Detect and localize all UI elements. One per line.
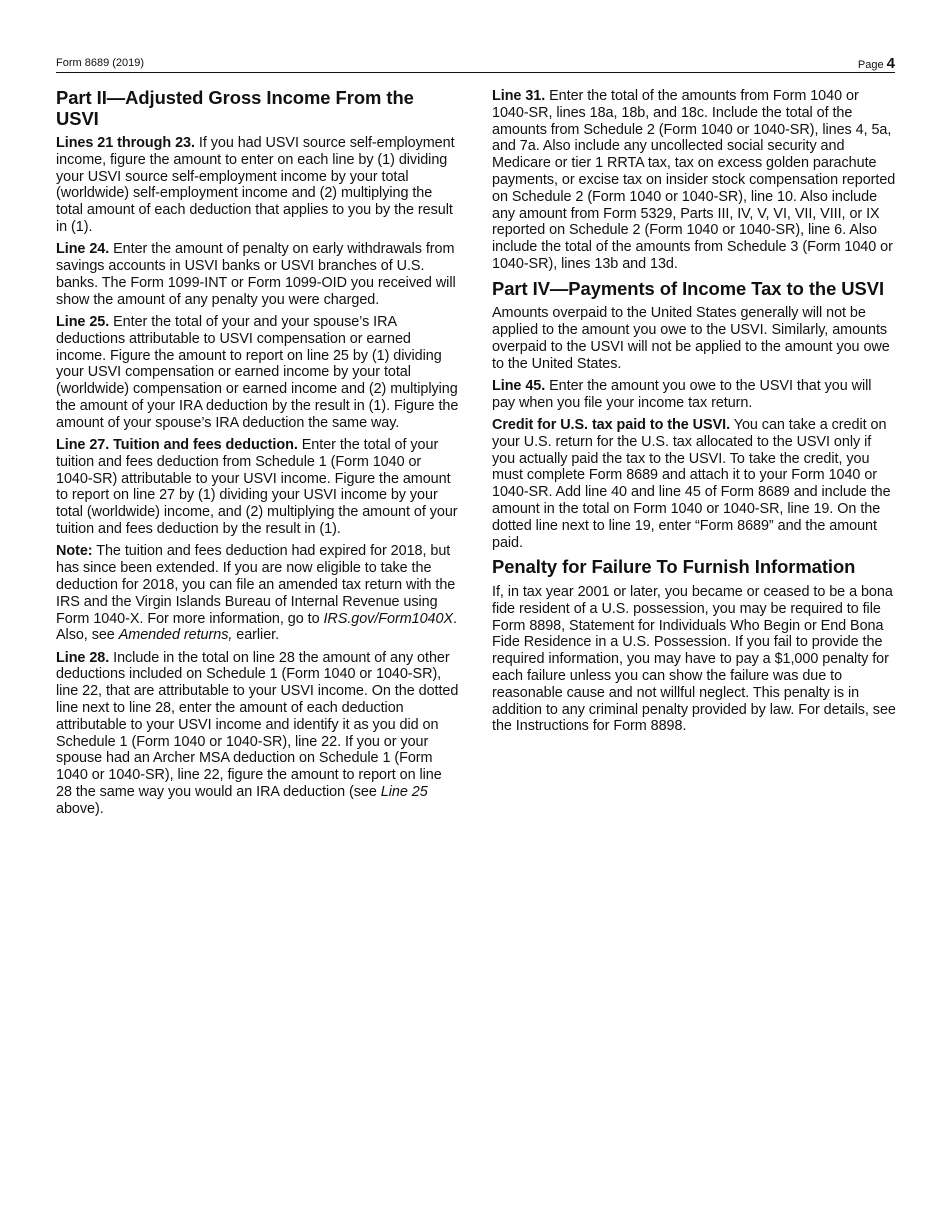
irs-form1040x-link[interactable]: IRS.gov/Form1040X	[323, 610, 454, 627]
page-number: 4	[886, 55, 895, 72]
page-header	[56, 55, 895, 73]
right-column	[492, 88, 896, 741]
form-identifier: Form 8689 (2019)	[56, 57, 145, 69]
paragraph-credit-us-tax: Credit for U.S. tax paid to the USVI. You can take a credit on your U.S. return for the U.S. tax allocated to the USVI only if you actually paid the tax to the USVI. To take the credit, you must complete Form 8689 and attach it to your Form 1040 or 1040-SR. Add line 40 and line 45 of Form 8689 and include the amount in the total on Form 1040 or 1040-SR, line 19. On the dotted line next to line 19, enter “Form 8689” and the amount paid.	[492, 417, 891, 551]
paragraph-overpaid: Amounts overpaid to the United States generally will not be applied to the amount you owe to the USVI. Similarly, amounts overpaid to the USVI will not be applied to the amount you owe to the United States.	[492, 305, 890, 372]
paragraph-line-28: Line 28. Include in the total on line 28 the amount of any other deductions included on Schedule 1 (Form 1040 or 1040-SR), line 22, that are attributable to your USVI income. On the dotted line next to line 28, enter the amount of each deduction attributable to your USVI income and identify it as you did on Schedule 1 (Form 1040 or 1040-SR), line 22. If you or your spouse had an Archer MSA deduction on Schedule 1 (Form 1040 or 1040-SR), line 22, figure the amount to report on line 28 the same way you would an IRA deduction (see Line 25 above).	[56, 649, 459, 817]
part-ii-heading: Part II—Adjusted Gross Income From the USVI	[56, 87, 414, 129]
paragraph-penalty: If, in tax year 2001 or later, you became or ceased to be a bona fide resident of a U.S. possession, you may be required to file Form 8898, Statement for Individuals Who Begin or End Bona Fide Residence in a U.S. Possession. If you fail to provide the required information, you may have to pay a $1,000 penalty for each failure unless you can show the failure was due to reasonable cause and not willful neglect. This penalty is in addition to any criminal penalty provided by law. For details, see the Instructions for Form 8898.	[492, 583, 896, 735]
paragraph-line-45: Line 45. Enter the amount you owe to the USVI that you will pay when you file your income tax return.	[492, 377, 872, 411]
penalty-heading: Penalty for Failure To Furnish Information	[492, 556, 856, 578]
paragraph-lines-21-23: Lines 21 through 23. If you had USVI source self-employment income, figure the amount to enter on each line by (1) dividing your USVI source self-employment income by your total (worldwide) self-employment income and (2) multiplying the total amount of each deduction that applies to you by the result in (1).	[56, 135, 455, 235]
paragraph-note: Note: The tuition and fees deduction had expired for 2018, but has since been extended. If you are now eligible to take the deduction for 2018, you can file an amended tax return with the IRS and the Virgin Islands Bureau of Internal Revenue using Form 1040-X. For more information, go to IRS.gov/Form1040X. Also, see Amended returns, earlier.	[56, 543, 457, 644]
part-iv-heading: Part IV—Payments of Income Tax to the USVI	[492, 277, 885, 299]
paragraph-line-27: Line 27. Tuition and fees deduction. Enter the total of your tuition and fees deduction from Schedule 1 (Form 1040 or 1040-SR) attributable to your USVI income. Figure the amount to report on line 27 by (1) dividing your USVI income by your total (worldwide) income, and (2) multiplying the amount of your tuition and fees deduction by the result in (1).	[56, 437, 458, 538]
paragraph-line-24: Line 24. Enter the amount of penalty on early withdrawals from savings accounts in USVI banks or USVI branches of U.S. banks. The Form 1099-INT or Form 1099-OID you received will show the amount of any penalty you were charged.	[56, 241, 456, 308]
page-indicator	[858, 55, 895, 72]
paragraph-line-31: Line 31. Enter the total of the amounts from Form 1040 or 1040-SR, lines 18a, 18b, and 18c. Include the total of the amounts from Schedule 2 (Form 1040 or 1040-SR), lines 4, 5a, and 7a. Also include any uncollected social security and Medicare or tier 1 RRTA tax, tax on excess golden parachute payments, or excise tax on insider stock compensation reported on Schedule 2 (Form 1040 or 1040-SR), line 10. Also include any amount from Form 5329, Parts III, IV, V, VI, VII, VIII, or IX reported on Schedule 2 (Form 1040 or 1040-SR), line 6. Also include the total of the amounts from Schedule 3 (Form 1040 or 1040-SR), lines 13b and 13d.	[492, 88, 896, 272]
left-column	[56, 88, 461, 823]
page-label: Page	[857, 59, 884, 71]
paragraph-line-25: Line 25. Enter the total of your and your spouse’s IRA deductions attributable to USVI compensation or earned income. Figure the amount to report on line 25 by (1) dividing your USVI compensation or earned income by your total (worldwide) compensation or earned income and (2) multiplying the amount of your IRA deduction by the result in (1). Figure the amount of your spouse’s IRA deduction the same way.	[56, 313, 459, 431]
